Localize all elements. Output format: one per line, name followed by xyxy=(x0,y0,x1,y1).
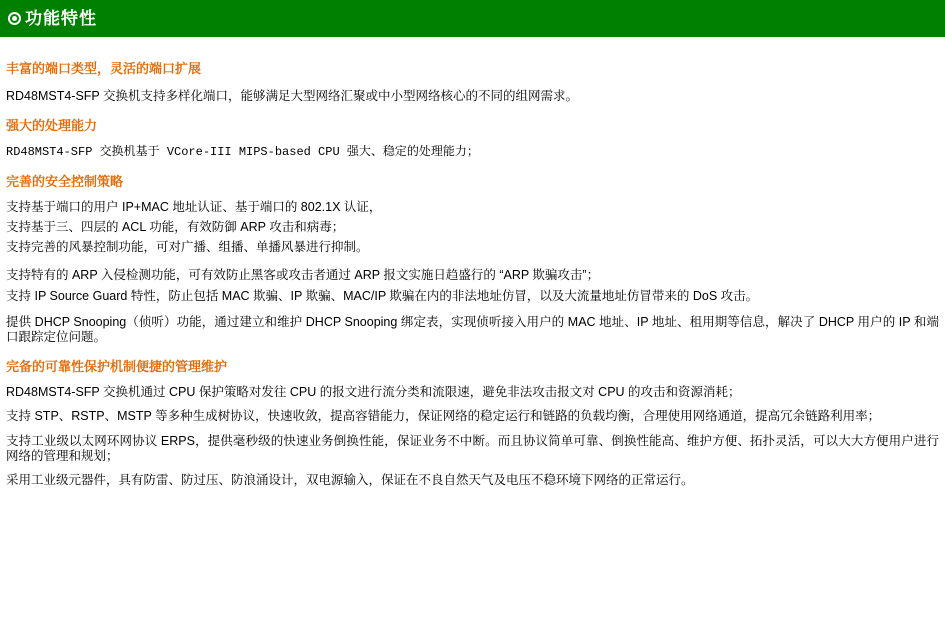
section-paragraph: 支持完善的风暴控制功能，可对广播、组播、单播风暴进行抑制。 xyxy=(6,240,369,255)
feature-section-security xyxy=(6,174,939,345)
section-title: 丰富的端口类型，灵活的端口扩展 xyxy=(6,61,202,76)
section-paragraph: 支持特有的 ARP 入侵检测功能，可有效防止黑客或攻击者通过 ARP 报文实施日趋盛行的 “ARP 欺骗攻击”； xyxy=(6,268,600,283)
spacer xyxy=(6,77,939,89)
section-paragraph: RD48MST4-SFP 交换机支持多样化端口，能够满足大型网络汇聚或中小型网络核心的不同的组网需求。 xyxy=(6,88,579,103)
section-paragraph: 支持基于端口的用户 IP+MAC 地址认证、基于端口的 802.1X 认证， xyxy=(6,199,382,214)
page-title: 功能特性 xyxy=(25,9,97,28)
bullet-circle-icon xyxy=(8,12,21,25)
section-title: 完备的可靠性保护机制便捷的管理维护 xyxy=(6,359,228,375)
feature-section-port-types xyxy=(6,61,939,104)
spacer xyxy=(6,345,939,359)
spacer xyxy=(6,133,939,145)
section-header-bar xyxy=(0,0,945,37)
section-paragraph: 采用工业级元器件，具有防雷、防过压、防浪涌设计，双电源输入，保证在不良自然天气及电压不稳环境下网络的正常运行。 xyxy=(6,473,694,487)
spacer xyxy=(6,190,939,200)
section-paragraph: 支持 STP、RSTP、MSTP 等多种生成树协议，快速收敛，提高容错能力，保证网络的稳定运行和链路的负载均衡，合理使用网络通道，提高冗余链路利用率； xyxy=(6,409,881,424)
spacer xyxy=(6,160,939,174)
section-paragraph: 提供 DHCP Snooping（侦听）功能，通过建立和维护 DHCP Snooping 绑定表，实现侦听接入用户的 MAC 地址、IP 地址、租用期等信息，解决了 DHCP 用户的 IP 和端口跟踪定位问题。 xyxy=(6,314,939,345)
spacer xyxy=(6,104,939,118)
section-paragraph: RD48MST4-SFP 交换机基于 VCore-III MIPS-based CPU 强大、稳定的处理能力； xyxy=(6,145,479,160)
section-title: 强大的处理能力 xyxy=(6,117,98,133)
section-paragraph: RD48MST4-SFP 交换机通过 CPU 保护策略对发往 CPU 的报文进行流分类和流限速，避免非法攻击报文对 CPU 的攻击和资源消耗； xyxy=(6,385,741,399)
feature-section-reliability xyxy=(6,359,939,488)
spacer xyxy=(6,375,939,385)
section-paragraph: 支持基于三、四层的 ACL 功能，有效防御 ARP 攻击和病毒； xyxy=(6,219,345,234)
section-paragraph: 支持工业级以太网环网协议 ERPS，提供毫秒级的快速业务倒换性能，保证业务不中断。而且协议简单可靠、倒换性能高、维护方便、拓扑灵活，可以大大方便用户进行网络的管理和规划； xyxy=(6,433,939,463)
document-content xyxy=(0,37,945,488)
section-title: 完善的安全控制策略 xyxy=(6,174,124,190)
section-paragraph: 支持 IP Source Guard 特性，防止包括 MAC 欺骗、IP 欺骗、MAC/IP 欺骗在内的非法地址仿冒，以及大流量地址仿冒带来的 DoS 攻击。 xyxy=(6,288,759,303)
feature-section-processing xyxy=(6,118,939,160)
spacer xyxy=(6,37,939,61)
